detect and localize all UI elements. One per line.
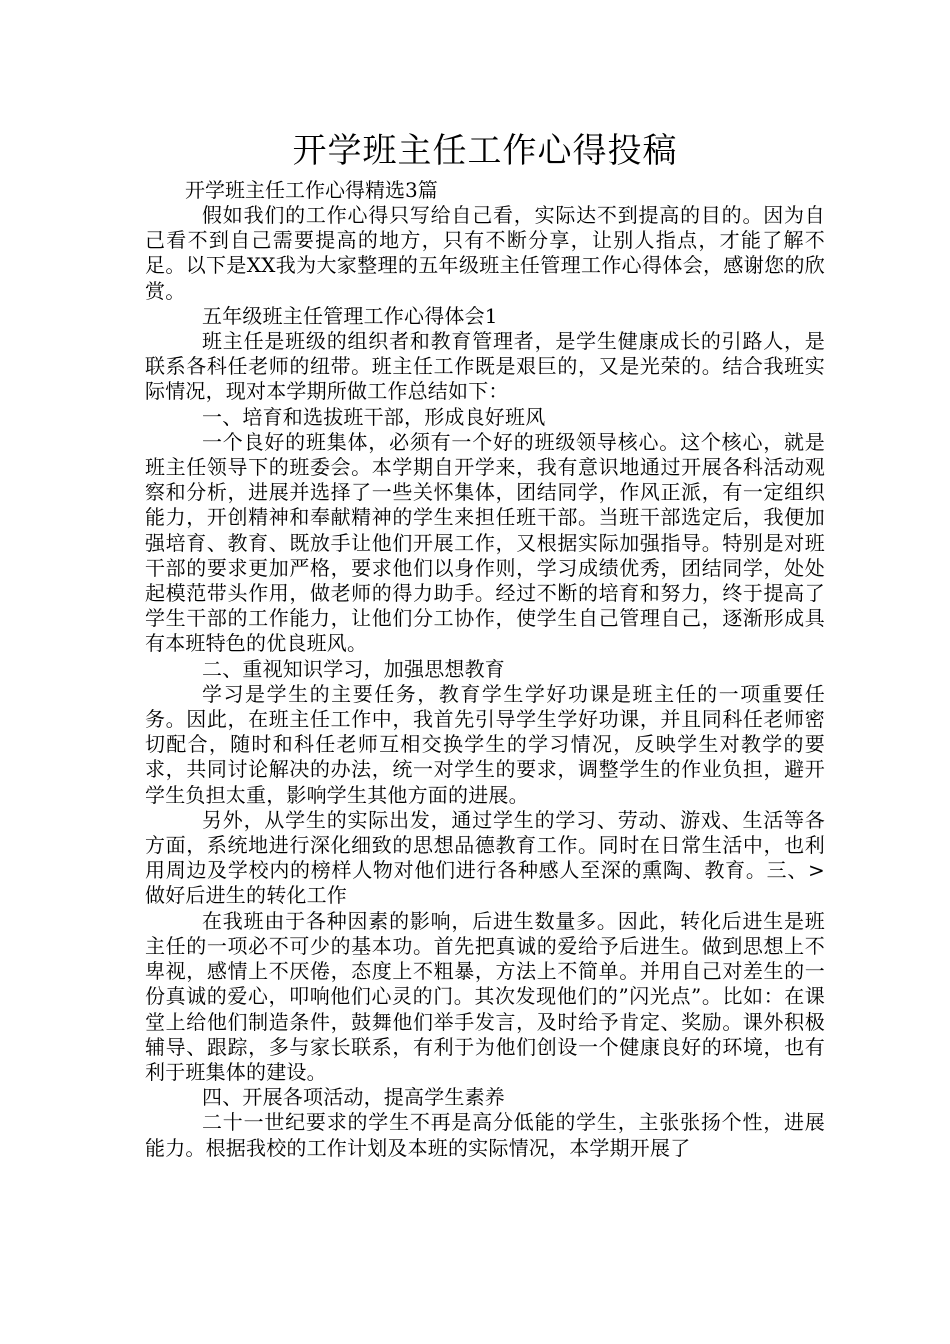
paragraph: 在我班由于各种因素的影响，后进生数量多。因此，转化后进生是班主任的一项必不可少的基本功。首先把真诚的爱给予后进生。做到思想上不卑视，感情上不厌倦，态度上不粗暴，方法上不简单。并用自己对差生的一份真诚的爱心，叩响他们心灵的门。其次发现他们的”闪光点”。比如：在课堂上给他们制造条件，鼓舞他们举手发言，及时给予肯定、奖励。课外积极辅导、跟踪，多与家长联系，有利于为他们创设一个健康良好的环境，也有利于班集体的建设。: [145, 908, 825, 1084]
document-title: 开学班主任工作心得投稿: [292, 131, 678, 171]
document-body: [145, 203, 825, 1161]
section-heading-1: 五年级班主任管理工作心得体会1: [202, 303, 498, 328]
document-subtitle: 开学班主任工作心得精选3篇: [185, 178, 438, 202]
section-heading-part-4: 四、开展各项活动，提高学生素养: [202, 1085, 505, 1110]
document-page: [145, 128, 825, 1161]
paragraph: 班主任是班级的组织者和教育管理者，是学生健康成长的引路人，是联系各科任老师的纽带。班主任工作既是艰巨的，又是光荣的。结合我班实际情况，现对本学期所做工作总结如下：: [145, 329, 825, 404]
section-heading-part-1: 一、培育和选拔班干部，形成良好班风: [202, 404, 546, 429]
paragraph: 另外，从学生的实际出发，通过学生的学习、劳动、游戏、生活等各方面，系统地进行深化细致的思想品德教育工作。同时在日常生活中，也利用周边及学校内的榜样人物对他们进行各种感人至深的熏陶、教育。三、>做好后进生的转化工作: [145, 807, 825, 908]
section-heading-part-2: 二、重视知识学习，加强思想教育: [202, 656, 505, 681]
paragraph: 一个良好的班集体，必须有一个好的班级领导核心。这个核心，就是班主任领导下的班委会。本学期自开学来，我有意识地通过开展各科活动观察和分析，进展并选择了一些关怀集体，团结同学，作风正派，有一定组织能力，开创精神和奉献精神的学生来担任班干部。当班干部选定后，我便加强培育、教育、既放手让他们开展工作，又根据实际加强指导。特别是对班干部的要求更加严格，要求他们以身作则，学习成绩优秀，团结同学，处处起模范带头作用，做老师的得力助手。经过不断的培育和努力，终于提高了学生干部的工作能力，让他们分工协作，使学生自己管理自己，逐渐形成具有本班特色的优良班风。: [145, 429, 825, 656]
paragraph: 学习是学生的主要任务，教育学生学好功课是班主任的一项重要任务。因此，在班主任工作中，我首先引导学生学好功课，并且同科任老师密切配合，随时和科任老师互相交换学生的学习情况，反映学生对教学的要求，共同讨论解决的办法，统一对学生的要求，调整学生的作业负担，避开学生负担太重，影响学生其他方面的进展。: [145, 681, 825, 807]
paragraph-intro: 假如我们的工作心得只写给自己看，实际达不到提高的目的。因为自己看不到自己需要提高的地方，只有不断分享，让别人指点，才能了解不足。以下是XX我为大家整理的五年级班主任管理工作心得体会，感谢您的欣赏。: [145, 203, 825, 303]
paragraph: 二十一世纪要求的学生不再是高分低能的学生，主张张扬个性，进展能力。根据我校的工作计划及本班的实际情况，本学期开展了: [145, 1110, 825, 1160]
